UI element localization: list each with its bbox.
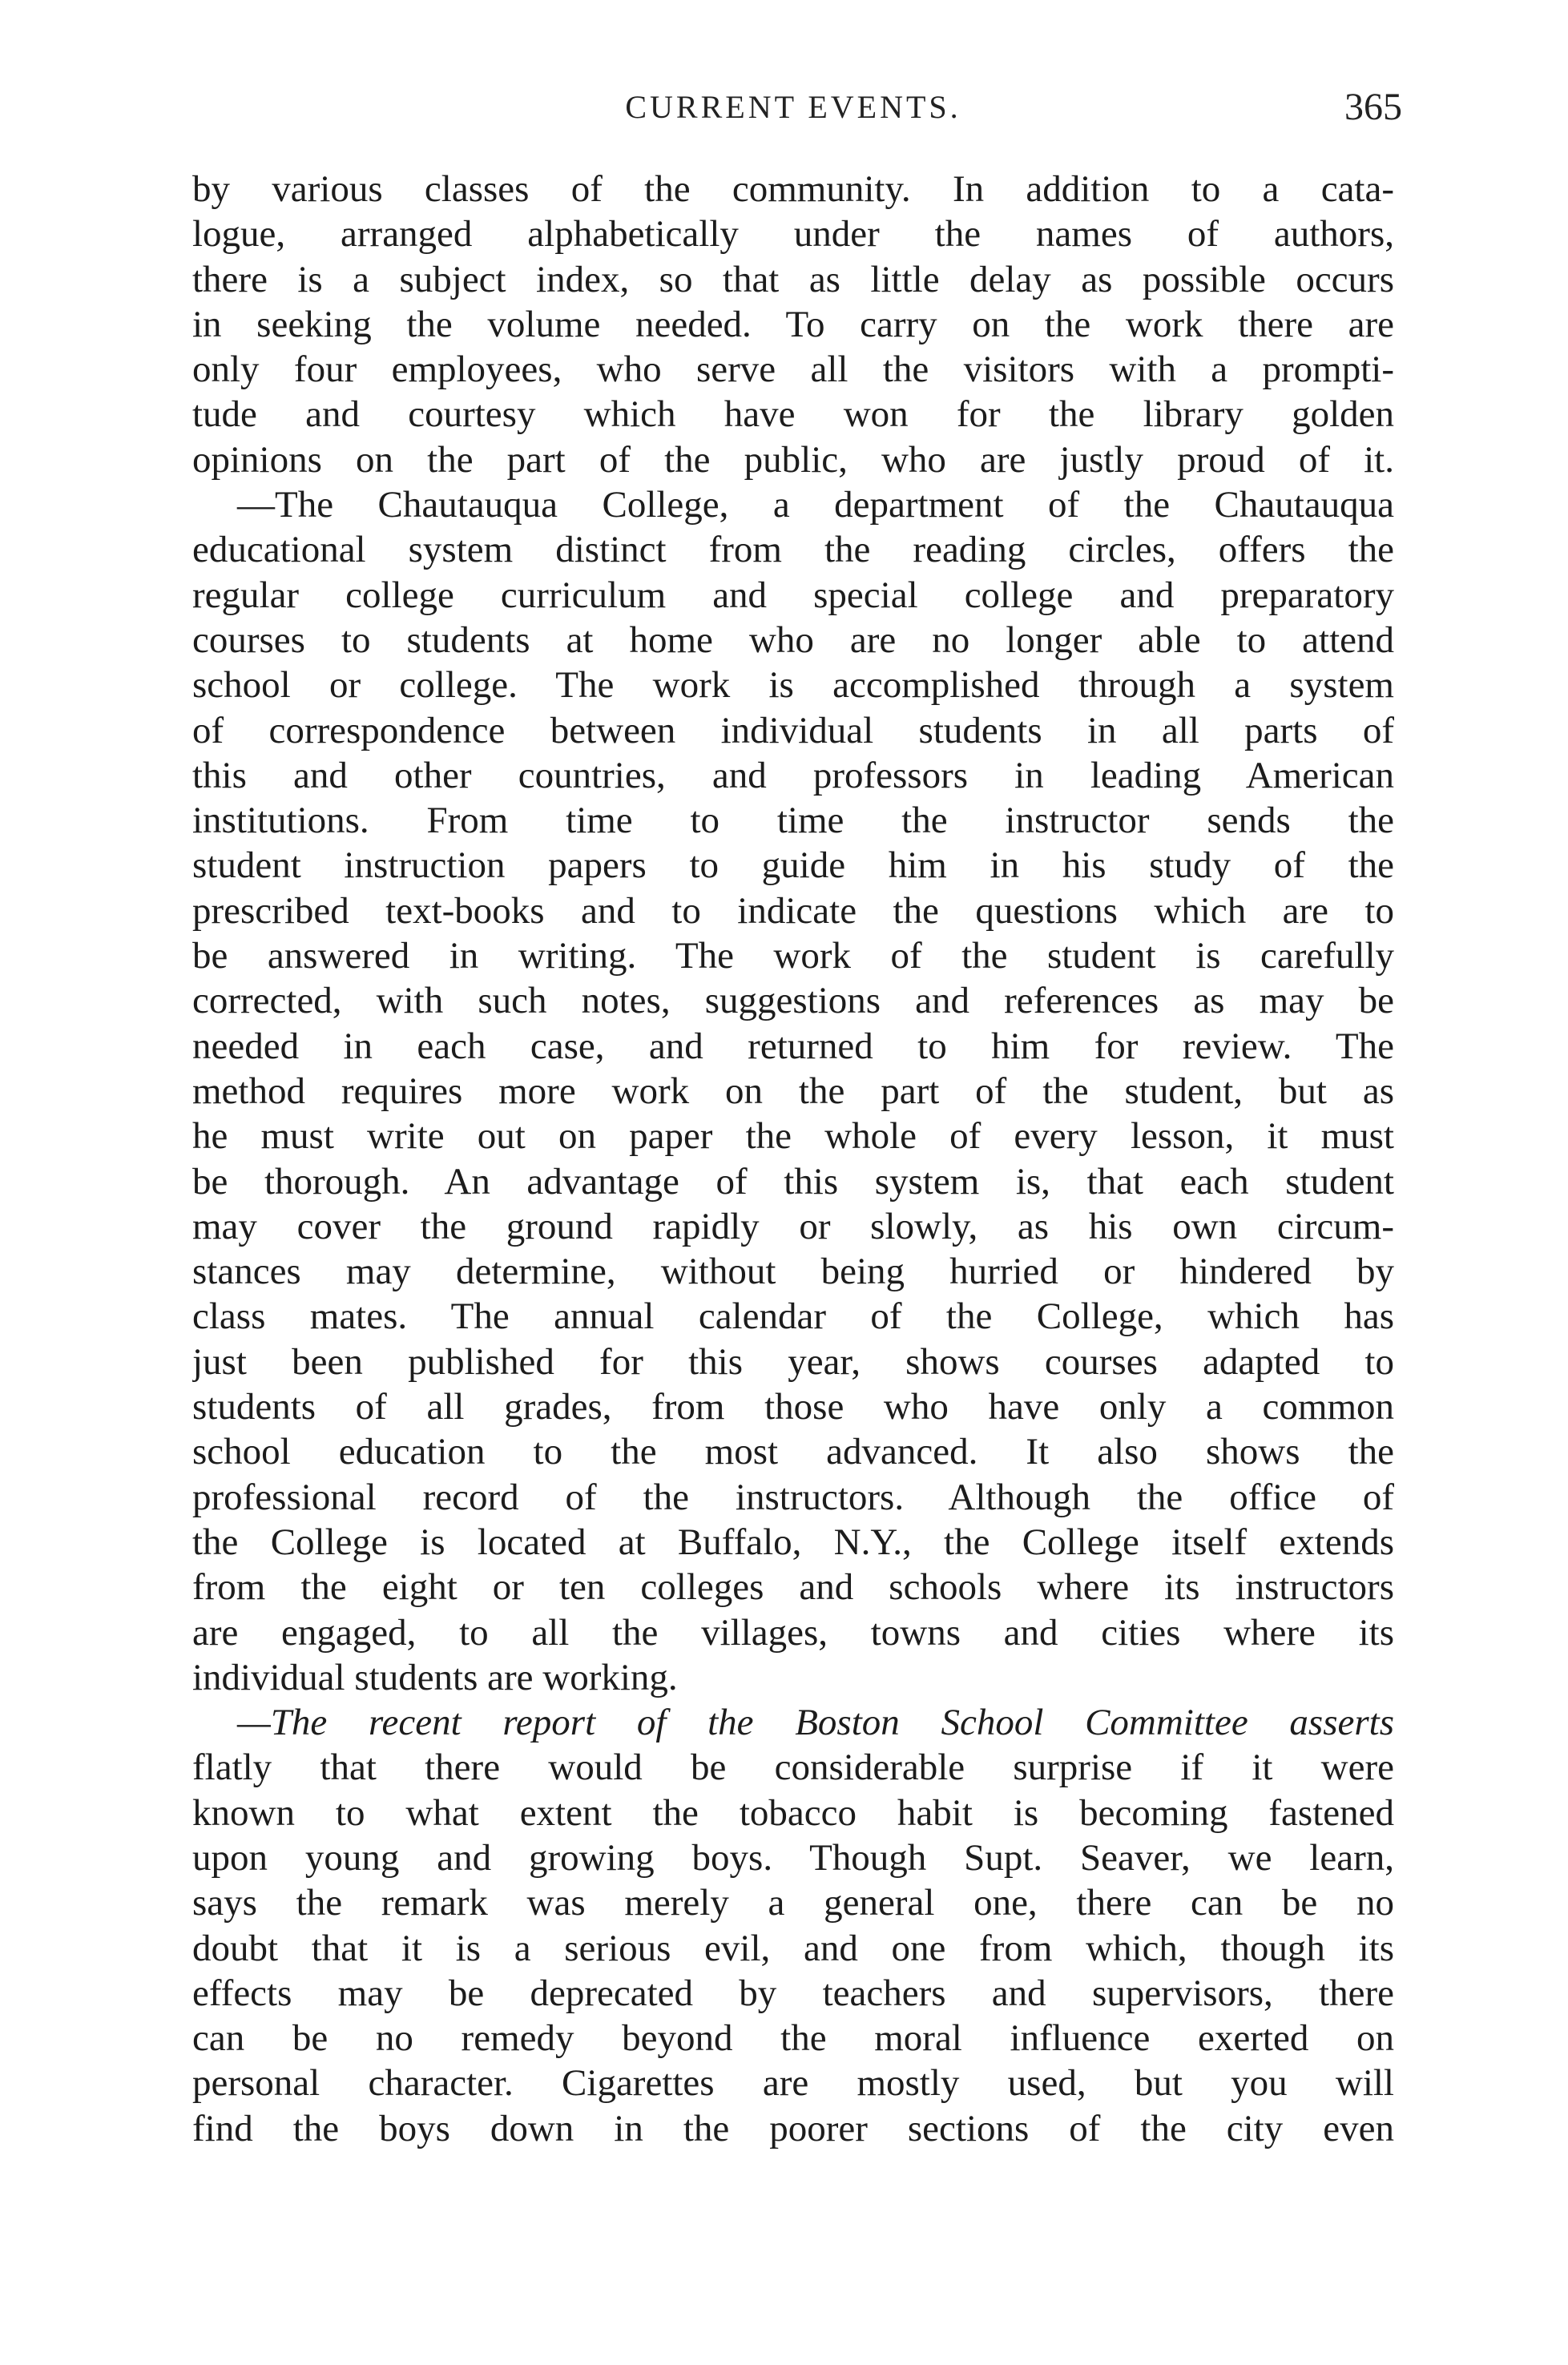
text-line: only four employees, who serve all the visitors with a prompti- <box>192 349 1394 391</box>
body-text <box>192 167 1394 2151</box>
text-line: effects may be deprecated by teachers and supervisors, there <box>192 1972 1394 2014</box>
text-line: upon young and growing boys. Though Supt. Seaver, we learn, <box>192 1836 1394 1879</box>
text-line: doubt that it is a serious evil, and one from which, though its <box>192 1927 1394 1969</box>
text-line: individual students are working. <box>192 1656 678 1698</box>
text-line: tude and courtesy which have won for the library golden <box>192 393 1394 436</box>
text-line: find the boys down in the poorer sections of the city even <box>192 2107 1394 2149</box>
text-line: the College is located at Buffalo, N.Y., the College itself extends <box>192 1521 1394 1563</box>
text-line: of correspondence between individual students in all parts of <box>192 709 1394 751</box>
text-line: from the eight or ten colleges and schools where its instructors <box>192 1566 1394 1609</box>
text-line: can be no remedy beyond the moral influence exerted on <box>192 2017 1394 2060</box>
text-line: be answered in writing. The work of the student is carefully <box>192 935 1394 977</box>
text-line: are engaged, to all the villages, towns and cities where its <box>192 1611 1394 1654</box>
text-line: this and other countries, and professors in leading American <box>192 754 1394 796</box>
text-line: method requires more work on the part of the student, but as <box>192 1070 1394 1112</box>
text-line: there is a subject index, so that as little delay as possible occurs <box>192 258 1394 300</box>
italic-lead-rest: asserts <box>1248 1702 1394 1744</box>
text-line: he must write out on paper the whole of every lesson, it must <box>192 1115 1394 1158</box>
running-head <box>192 83 1402 131</box>
text-line: by various classes of the community. In addition to a cata- <box>192 168 1394 210</box>
text-line: needed in each case, and returned to him for review. The <box>192 1025 1394 1067</box>
text-line: corrected, with such notes, suggestions and references as may be <box>192 980 1394 1022</box>
text-line: may cover the ground rapidly or slowly, as his own circum- <box>192 1205 1394 1247</box>
text-line: flatly that there would be considerable surprise if it were <box>192 1747 1394 1789</box>
text-line: professional record of the instructors. Although the office of <box>192 1476 1394 1518</box>
text-line: says the remark was merely a general one, there can be no <box>192 1882 1394 1924</box>
text-line: prescribed text-books and to indicate the questions which are to <box>192 889 1394 932</box>
text-line: stances may determine, without being hurried or hindered by <box>192 1251 1394 1293</box>
text-line: institutions. From time to time the instructor sends the <box>192 800 1394 842</box>
text-line: student instruction papers to guide him in his study of the <box>192 844 1394 887</box>
paragraph-first-line: —The Chautauqua College, a department of the Chautauqua <box>237 484 1394 526</box>
text-line: be thorough. An advantage of this system is, that each student <box>192 1160 1394 1203</box>
text-line: school or college. The work is accomplished through a system <box>192 664 1394 707</box>
italic-lead: —The recent report of the Boston School Committee <box>237 1702 1248 1744</box>
text-line: logue, arranged alphabetically under the names of authors, <box>192 213 1394 256</box>
text-line: personal character. Cigarettes are mostly used, but you will <box>192 2062 1394 2105</box>
text-line: in seeking the volume needed. To carry on the work there are <box>192 303 1394 345</box>
text-line: regular college curriculum and special college and preparatory <box>192 574 1394 616</box>
page-number: 365 <box>1344 86 1402 128</box>
text-line: courses to students at home who are no longer able to attend <box>192 618 1394 661</box>
text-line: school education to the most advanced. It also shows the <box>192 1431 1394 1473</box>
text-line: educational system distinct from the reading circles, offers the <box>192 529 1394 571</box>
paragraph-first-line <box>192 1700 1394 1745</box>
running-title: CURRENT EVENTS. <box>625 89 961 125</box>
text-line: just been published for this year, shows courses adapted to <box>192 1340 1394 1383</box>
text-line: opinions on the part of the public, who are justly proud of it. <box>192 438 1394 481</box>
text-line: known to what extent the tobacco habit is becoming fastened <box>192 1791 1394 1834</box>
text-line: students of all grades, from those who have only a common <box>192 1386 1394 1428</box>
text-line: class mates. The annual calendar of the College, which has <box>192 1295 1394 1338</box>
